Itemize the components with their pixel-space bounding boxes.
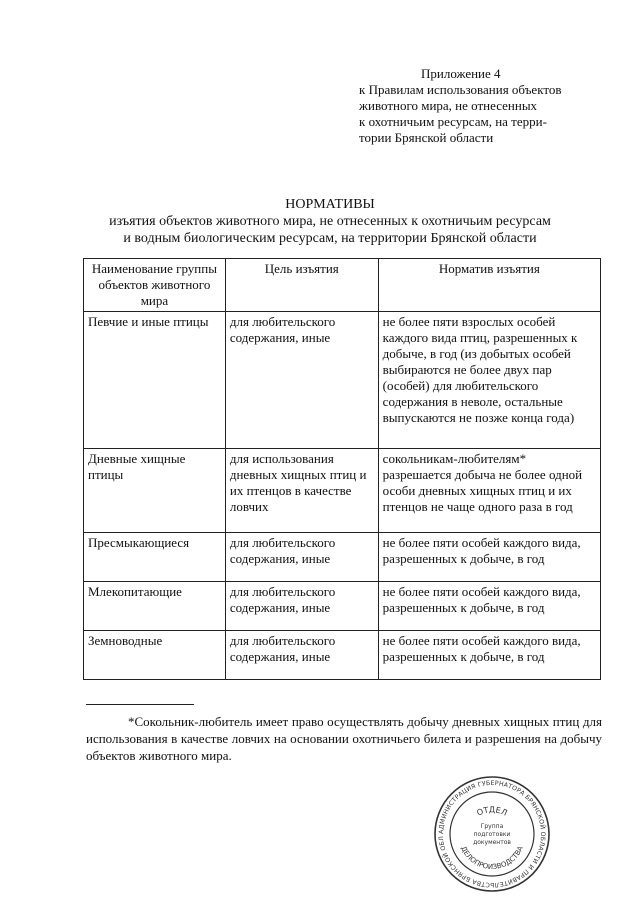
appendix-line: животного мира, не отнесенных [359, 98, 538, 113]
document-subtitle-line1: изъятия объектов животного мира, не отнесенных к охотничьим ресурсам [109, 214, 551, 229]
cell-group: Певчие и иные птицы [84, 312, 226, 449]
table-row [84, 533, 601, 582]
cell-group: Дневные хищные птицы [84, 449, 226, 533]
stamp-center-line: Группа [480, 823, 504, 830]
stamp-top-text: ОТДЕЛ [475, 805, 509, 818]
cell-purpose: для любительского содержания, иные [225, 312, 378, 449]
cell-group: Млекопитающие [84, 582, 226, 631]
appendix-block [359, 66, 599, 146]
cell-purpose: для использования дневных хищных птиц и их птенцов в качестве ловчих [225, 449, 378, 533]
cell-group: Земноводные [84, 631, 226, 680]
cell-purpose: для любительского содержания, иные [225, 582, 378, 631]
table-row [84, 631, 601, 680]
header-purpose: Цель изъятия [225, 259, 378, 312]
cell-norm: не более пяти особей каждого вида, разрешенных к добыче, в год [378, 533, 600, 582]
table-row [84, 449, 601, 533]
document-subtitle-line2: и водным биологическим ресурсам, на территории Брянской области [123, 231, 537, 246]
appendix-line: тории Брянской области [359, 130, 494, 145]
footnote: *Сокольник-любитель имеет право осуществлять добычу дневных хищных птиц для использования в качестве ловчих на основании охотничьего билета и разрешения на добычу объектов животного мира. [86, 714, 602, 763]
cell-group: Пресмыкающиеся [84, 533, 226, 582]
cell-norm: сокольникам-любителям* разрешается добыча не более одной особи дневных хищных птиц и их птенцов не чаще одного раза в год [378, 449, 600, 533]
appendix-line: к охотничьим ресурсам, на терри- [359, 114, 547, 129]
appendix-title: Приложение 4 [421, 66, 501, 81]
appendix-line: к Правилам использования объектов [359, 82, 562, 97]
stamp-center-line: подготовки [473, 831, 511, 838]
header-norm: Норматив изъятия [378, 259, 600, 312]
table-row [84, 582, 601, 631]
stamp-bottom-text: ДЕЛОПРОИЗВОДСТВА [459, 844, 525, 872]
office-stamp [432, 774, 552, 894]
cell-purpose: для любительского содержания, иные [225, 631, 378, 680]
table-row [84, 312, 601, 449]
header-group: Наименование группы объектов животного мира [84, 259, 226, 312]
document-title: НОРМАТИВЫ [285, 197, 375, 212]
stamp-center-line: документов [473, 839, 511, 846]
stamp-ring-text: АДМИНИСТРАЦИЯ ГУБЕРНАТОРА БРЯНСКОЙ ОБЛАСТИ И ПРАВИТЕЛЬСТВА БРЯНСКОЙ ОБЛ [437, 779, 547, 889]
cell-norm: не более пяти взрослых особей каждого вида птиц, разрешенных к добыче, в год (из добытых особей выбираются не более двух пар (особей) для любительского содержания в неволе, остальные выпускаются не позже конца года) [378, 312, 600, 449]
table-header-row [84, 259, 601, 312]
stamp-graphic [432, 774, 552, 894]
cell-norm: не более пяти особей каждого вида, разрешенных к добыче, в год [378, 582, 600, 631]
cell-norm: не более пяти особей каждого вида, разрешенных к добыче, в год [378, 631, 600, 680]
footnote-separator [86, 704, 194, 705]
norms-table [83, 258, 601, 680]
cell-purpose: для любительского содержания, иные [225, 533, 378, 582]
